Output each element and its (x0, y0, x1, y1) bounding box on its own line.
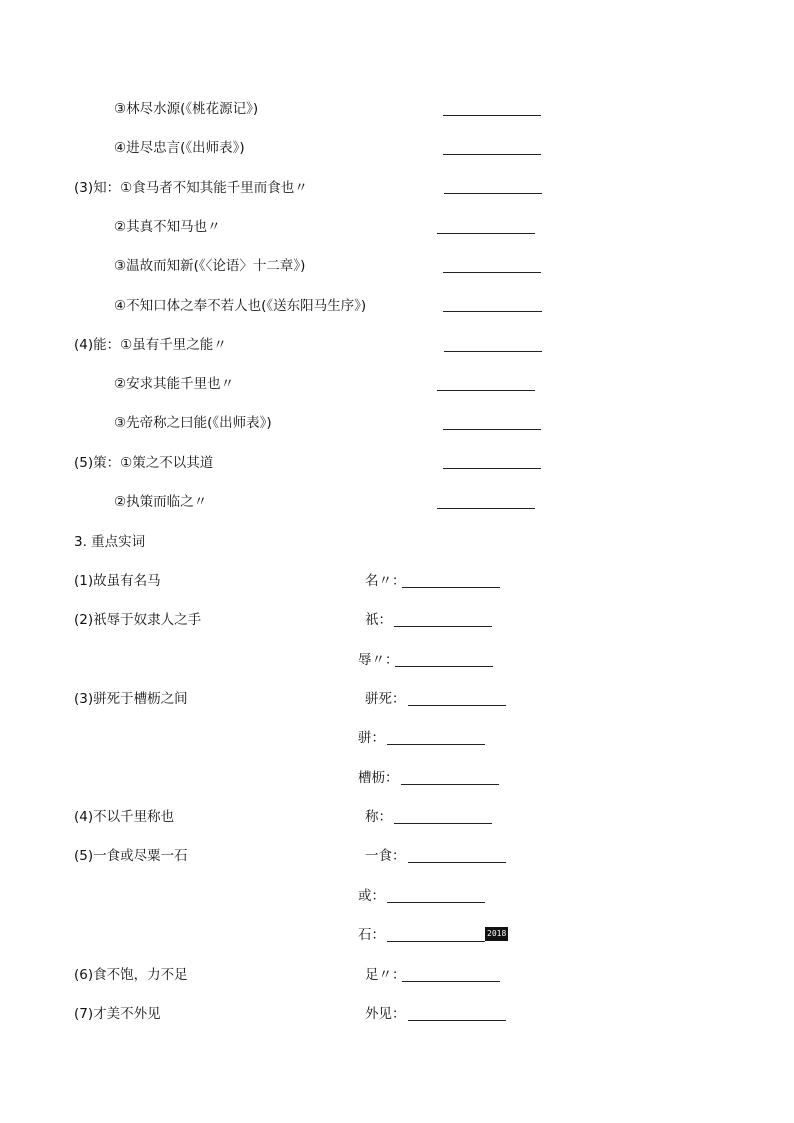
line-ce-1: (5)策：①策之不以其道 (74, 455, 214, 471)
answer-blank[interactable] (402, 587, 500, 588)
answer-blank[interactable] (437, 233, 535, 234)
word-label: 祇： (365, 612, 392, 628)
line-jin-jin-zhong-yan: ④进尽忠言(《出师表》) (114, 140, 245, 156)
line-neng-2: ②安求其能千里也〃 (114, 376, 235, 392)
answer-blank[interactable] (395, 666, 493, 667)
line-zhi-4: ④不知口体之奉不若人也(《送东阳马生序》) (114, 298, 367, 314)
word-label: 称： (365, 809, 392, 825)
word-label: 外见： (365, 1006, 406, 1022)
sentence-1: (1)故虽有名马 (74, 573, 161, 589)
answer-blank[interactable] (443, 272, 541, 273)
line-lin-jin-shui-yuan: ③林尽水源(《桃花源记》) (114, 101, 259, 117)
line-neng-3: ③先帝称之曰能(《出师表》) (114, 415, 272, 431)
sentence-6: (6)食不饱，力不足 (74, 967, 188, 983)
answer-blank[interactable] (387, 902, 485, 903)
answer-blank[interactable] (408, 862, 506, 863)
answer-blank[interactable] (444, 193, 542, 194)
sentence-7: (7)才美不外见 (74, 1006, 161, 1022)
word-label: 名〃： (365, 573, 406, 589)
answer-blank[interactable] (394, 626, 492, 627)
answer-blank[interactable] (408, 705, 506, 706)
line-zhi-3: ③温故而知新(《〈论语〉十二章》) (114, 258, 306, 274)
sentence-3: (3)骈死于槽枥之间 (74, 691, 188, 707)
answer-blank[interactable] (444, 351, 542, 352)
sentence-2: (2)祇辱于奴隶人之手 (74, 612, 202, 628)
answer-blank[interactable] (387, 744, 485, 745)
answer-blank[interactable] (443, 429, 541, 430)
line-zhi-1: (3)知：①食马者不知其能千里而食也〃 (74, 180, 308, 196)
answer-blank[interactable] (437, 508, 535, 509)
line-ce-2: ②执策而临之〃 (114, 494, 208, 510)
answer-blank[interactable] (402, 981, 500, 982)
word-label: 辱〃： (358, 652, 399, 668)
section-heading: 3. 重点实词 (74, 534, 146, 550)
answer-blank[interactable] (443, 154, 541, 155)
word-label: 石： (358, 927, 385, 943)
word-label: 一食： (365, 848, 406, 864)
answer-blank[interactable] (401, 784, 499, 785)
sentence-5: (5)一食或尽粟一石 (74, 848, 188, 864)
word-label: 足〃： (365, 967, 406, 983)
answer-blank[interactable] (443, 468, 541, 469)
answer-blank[interactable] (443, 311, 542, 312)
answer-blank[interactable] (408, 1020, 506, 1021)
answer-blank[interactable] (437, 390, 535, 391)
answer-blank[interactable] (387, 941, 485, 942)
answer-blank[interactable] (394, 823, 492, 824)
year-badge: 2018 (485, 927, 508, 941)
answer-blank[interactable] (443, 115, 541, 116)
word-label: 骈死： (365, 691, 406, 707)
word-label: 或： (358, 888, 385, 904)
word-label: 骈： (358, 730, 385, 746)
word-label: 槽枥： (358, 770, 399, 786)
line-neng-1: (4)能：①虽有千里之能〃 (74, 337, 227, 353)
line-zhi-2: ②其真不知马也〃 (114, 219, 221, 235)
sentence-4: (4)不以千里称也 (74, 809, 175, 825)
